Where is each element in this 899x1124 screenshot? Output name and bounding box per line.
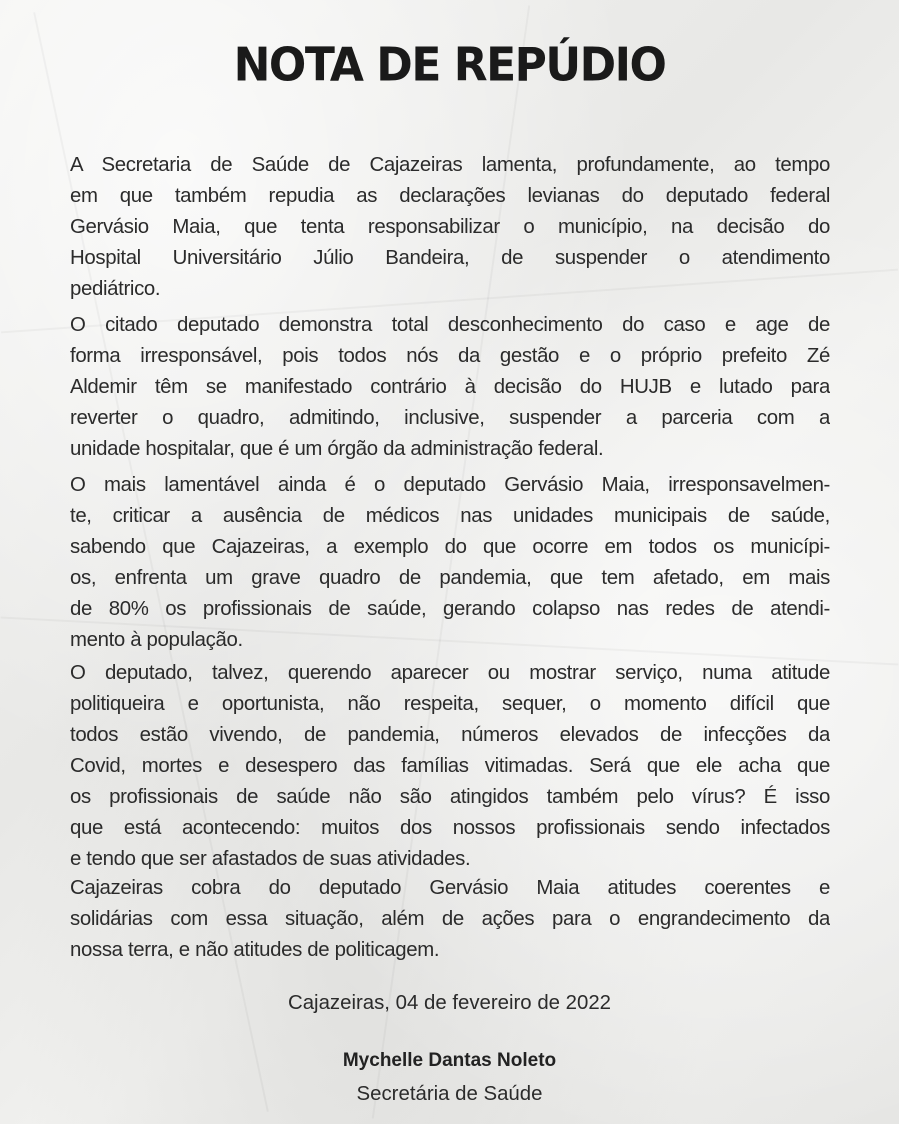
signature-name: Mychelle Dantas Noleto [342, 1050, 557, 1071]
text-line: te, criticar a ausência de médicos nas unidades municipais de saúde, [70, 505, 830, 527]
text-line: pediátrico. [70, 278, 161, 300]
text-line: A Secretaria de Saúde de Cajazeiras lamenta, profundamente, ao tempo [70, 154, 830, 176]
paragraph-5 [70, 873, 830, 966]
text-line: os, enfrenta um grave quadro de pandemia, que tem afetado, em mais [70, 567, 830, 589]
paragraph-2 [70, 310, 830, 465]
text-line: os profissionais de saúde não são atingidos também pelo vírus? É isso [70, 786, 830, 808]
text-line: unidade hospitalar, que é um órgão da administração federal. [70, 438, 604, 460]
text-line: Gervásio Maia, que tenta responsabilizar o município, na decisão do [70, 216, 830, 238]
text-line: em que também repudia as declarações levianas do deputado federal [70, 185, 830, 207]
text-line: todos estão vivendo, de pandemia, números elevados de infecções da [70, 724, 830, 746]
text-line: mento à população. [70, 629, 243, 651]
date-line: Cajazeiras, 04 de fevereiro de 2022 [287, 992, 612, 1014]
text-line: solidárias com essa situação, além de ações para o engrandecimento da [70, 908, 830, 930]
page-title: NOTA DE REPÚDIO [233, 38, 666, 93]
paragraph-4 [70, 658, 830, 875]
text-line: Aldemir têm se manifestado contrário à decisão do HUJB e lutado para [70, 376, 830, 398]
text-line: O deputado, talvez, querendo aparecer ou mostrar serviço, numa atitude [70, 662, 830, 684]
text-line: O mais lamentável ainda é o deputado Gervásio Maia, irresponsavelmen- [70, 474, 830, 496]
text-line: forma irresponsável, pois todos nós da gestão e o próprio prefeito Zé [70, 345, 830, 367]
signature-role: Secretária de Saúde [356, 1083, 543, 1105]
paragraph-1 [70, 150, 830, 305]
text-line: sabendo que Cajazeiras, a exemplo do que ocorre em todos os municípi- [70, 536, 830, 558]
text-line: de 80% os profissionais de saúde, gerando colapso nas redes de atendi- [70, 598, 830, 620]
text-line: que está acontecendo: muitos dos nossos profissionais sendo infectados [70, 817, 830, 839]
text-line: Cajazeiras cobra do deputado Gervásio Maia atitudes coerentes e [70, 877, 830, 899]
text-line: Hospital Universitário Júlio Bandeira, de suspender o atendimento [70, 247, 830, 269]
text-line: Covid, mortes e desespero das famílias vitimadas. Será que ele acha que [70, 755, 830, 777]
text-line: politiqueira e oportunista, não respeita, sequer, o momento difícil que [70, 693, 830, 715]
text-line: e tendo que ser afastados de suas atividades. [70, 848, 471, 870]
text-line: O citado deputado demonstra total desconhecimento do caso e age de [70, 314, 830, 336]
text-line: reverter o quadro, admitindo, inclusive, suspender a parceria com a [70, 407, 830, 429]
paragraph-3 [70, 470, 830, 656]
text-line: nossa terra, e não atitudes de politicagem. [70, 939, 440, 961]
